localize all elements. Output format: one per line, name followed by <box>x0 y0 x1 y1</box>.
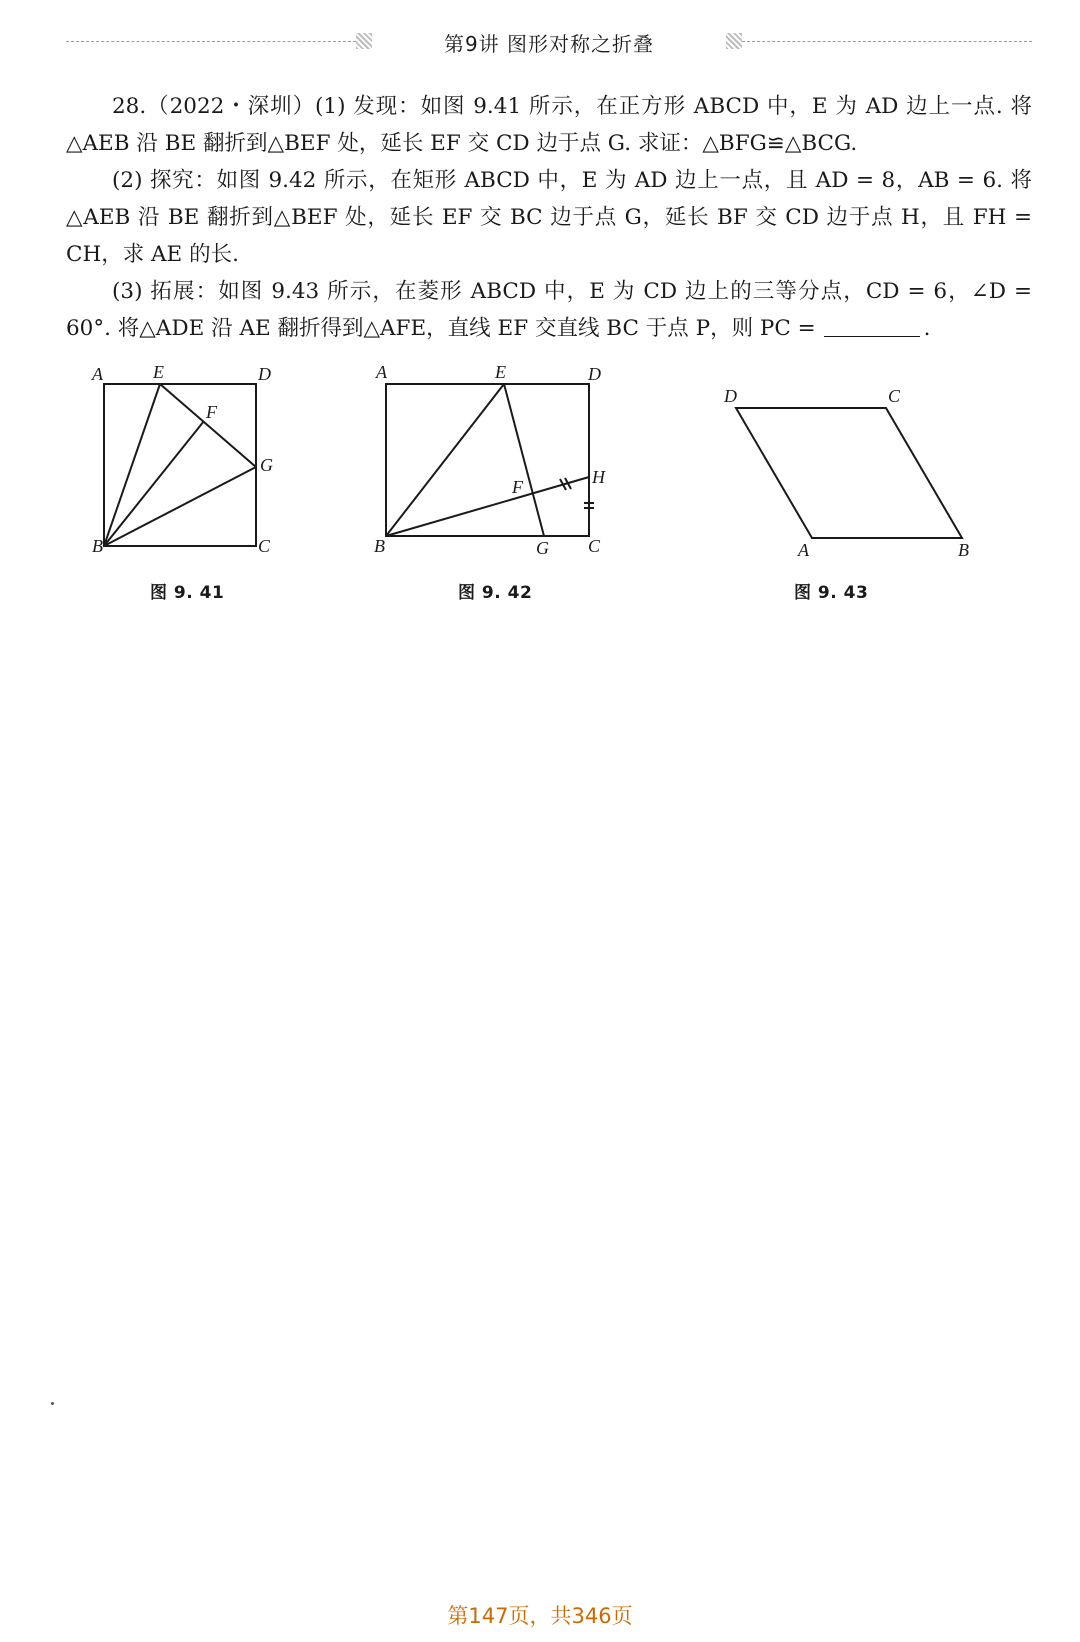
segment-bh <box>386 477 589 536</box>
page-number: 第147页，共346页 <box>447 1604 633 1628</box>
point-label-a: A <box>92 364 103 384</box>
square-abcd <box>104 384 256 546</box>
scan-speck <box>51 1402 54 1405</box>
problem-end-mark: . <box>923 316 931 341</box>
point-label-a: A <box>376 362 387 382</box>
header-rule-right <box>742 41 1032 42</box>
rhombus-abcd <box>736 408 962 538</box>
caption-9-41: 图 9. 41 <box>150 583 225 603</box>
point-label-b: B <box>374 536 385 556</box>
point-label-b: B <box>958 540 969 560</box>
point-label-c: C <box>888 386 901 406</box>
caption-9-42: 图 9. 42 <box>458 583 533 603</box>
point-label-b: B <box>92 536 103 556</box>
point-label-g: G <box>260 455 273 475</box>
segment-bf <box>104 421 204 546</box>
caption-9-43: 图 9. 43 <box>794 583 869 603</box>
point-label-g: G <box>536 538 549 558</box>
problem-part-1: 28.（2022・深圳）(1) 发现：如图 9.41 所示，在正方形 ABCD 中，E 为 AD 边上一点. 将△AEB 沿 BE 翻折到△BEF 处，延长 EF 交 CD 边于点 G. 求证：△BFG≌△BCG. <box>66 94 1032 156</box>
header-ornament-right <box>726 33 742 49</box>
problem-part-3-text: (3) 拓展：如图 9.43 所示，在菱形 ABCD 中，E 为 CD 边上的三等分点，CD = 6，∠D = 60°. 将△ADE 沿 AE 翻折得到△AFE，直线 EF 交直线 BC 于点 P，则 PC = <box>66 279 1032 341</box>
point-label-f: F <box>512 477 523 497</box>
figure-9-42 <box>372 362 632 566</box>
segment-eg <box>504 384 544 536</box>
figure-9-43 <box>722 384 1002 574</box>
header-ornament-left <box>356 33 372 49</box>
segment-be <box>386 384 504 536</box>
answer-blank <box>824 314 920 337</box>
point-label-a: A <box>798 540 809 560</box>
point-label-d: D <box>258 364 271 384</box>
problem-part-2: (2) 探究：如图 9.42 所示，在矩形 ABCD 中，E 为 AD 边上一点，且 AD = 8，AB = 6. 将△AEB 沿 BE 翻折到△BEF 处，延长 EF 交 BC 边于点 G，延长 BF 交 CD 边于点 H，且 FH = CH，求 AE 的长. <box>66 168 1032 267</box>
point-label-f: F <box>206 402 217 422</box>
problem-28 <box>66 88 1032 347</box>
figure-9-41 <box>90 362 290 570</box>
running-header <box>66 24 1032 60</box>
point-label-h: H <box>592 467 605 487</box>
point-label-c: C <box>258 536 271 556</box>
header-rule-left <box>66 41 356 42</box>
point-label-e: E <box>153 362 164 382</box>
point-label-e: E <box>495 362 506 382</box>
point-label-d: D <box>724 386 737 406</box>
point-label-c: C <box>588 536 601 556</box>
chapter-title: 第9讲 图形对称之折叠 <box>443 32 655 56</box>
segment-eg <box>160 384 256 467</box>
point-label-d: D <box>588 364 601 384</box>
problem-part-3 <box>66 273 1032 347</box>
